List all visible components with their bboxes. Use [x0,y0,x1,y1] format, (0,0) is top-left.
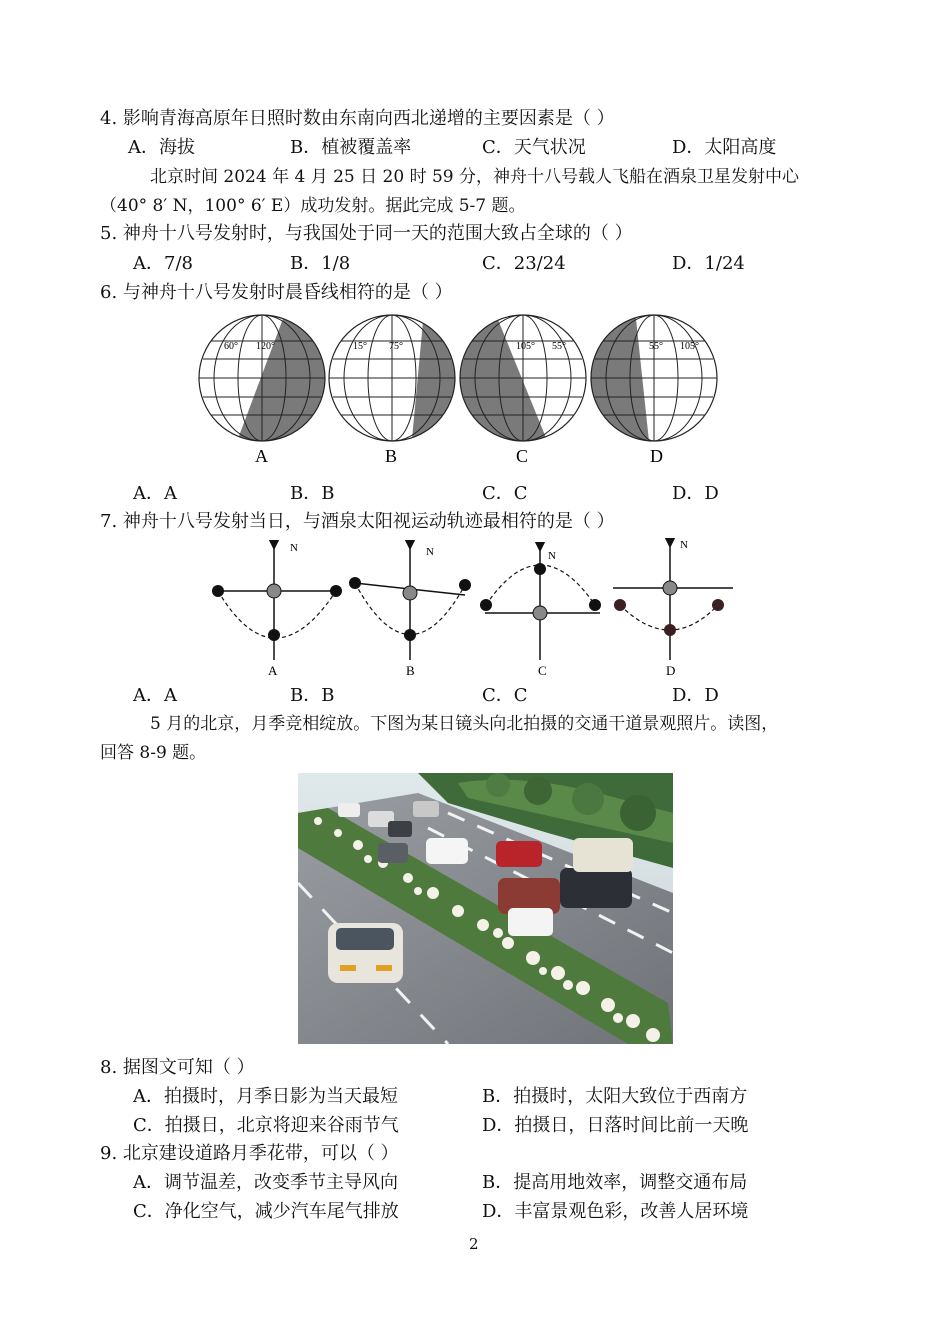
sun-path-d [613,539,733,678]
q7-option-b: B．B [290,685,335,706]
q6-option-b: B．B [290,483,335,504]
page-number: 2 [469,1235,479,1253]
globe-d-lon-left: 55° [649,341,663,352]
q5-option-a: A．7/8 [133,253,193,274]
q4-option-a: A．海拔 [128,137,195,158]
q9-option-d: D．丰富景观色彩，改善人居环境 [482,1201,749,1222]
q9-option-a: A．调节温差，改变季节主导风向 [133,1172,398,1193]
q5-stem: 5. 神舟十八号发射时，与我国处于同一天的范围大致占全球的（ ） [100,223,633,244]
globe-d-label: D [650,446,663,466]
q9-option-c: C．净化空气，减少汽车尾气排放 [133,1201,399,1222]
globe-a-lon-left: 60° [224,341,238,352]
q8-option-b: B．拍摄时，太阳大致位于西南方 [482,1086,748,1107]
sun-path-c-label: C [538,663,547,678]
q4-option-b: B．植被覆盖率 [290,137,412,158]
globe-a [190,310,390,466]
globe-c-lon-right: 55° [552,341,566,352]
globe-b-lon-right: 75° [389,341,403,352]
intro-8-9-line1: 5 月的北京，月季竞相绽放。下图为某日镜头向北拍摄的交通干道景观照片。读图， [150,714,779,734]
intro-8-9-line2: 回答 8-9 题。 [100,743,207,763]
q8-option-a: A．拍摄时，月季日影为当天最短 [133,1086,398,1107]
q6-option-a: A．A [133,483,177,504]
north-label-c: N [548,550,556,562]
globe-d [570,310,730,466]
sun-path-a [212,542,342,678]
q5-option-c: C．23/24 [482,253,566,274]
north-label-a: N [290,542,298,554]
sun-path-c [480,547,601,678]
q7-sun-path-figure [200,535,750,680]
q8-option-d: D．拍摄日，日落时间比前一天晚 [482,1115,749,1136]
q4-option-d: D．太阳高度 [672,137,777,158]
q7-option-d: D．D [672,685,719,706]
globe-c-label: C [516,446,529,466]
globe-a-label: A [255,446,268,466]
globe-a-lon-right: 120° [256,341,275,352]
road-photo [298,773,673,1044]
q4-stem: 4. 影响青海高原年日照时数由东南向西北递增的主要因素是（ ） [100,108,615,129]
q4-option-c: C．天气状况 [482,137,586,158]
sun-path-a-label: A [268,663,278,678]
q7-option-a: A．A [133,685,177,706]
globe-c-lon-left: 105° [516,341,535,352]
q9-option-b: B．提高用地效率，调整交通布局 [482,1172,748,1193]
globe-b-lon-left: 15° [353,341,367,352]
q5-option-b: B．1/8 [290,253,351,274]
q6-option-d: D．D [672,483,719,504]
q6-stem: 6. 与神舟十八号发射时晨昏线相符的是（ ） [100,282,453,303]
intro-5-7-line1: 北京时间 2024 年 4 月 25 日 20 时 59 分，神舟十八号载人飞船在酒泉卫星发射中心 [150,167,800,187]
sun-path-b [349,545,471,678]
sun-path-b-label: B [406,663,415,678]
q6-globes-figure [190,310,730,470]
q8-stem: 8. 据图文可知（ ） [100,1057,255,1078]
q5-option-d: D．1/24 [672,253,745,274]
q8-option-c: C．拍摄日，北京将迎来谷雨节气 [133,1115,399,1136]
q7-stem: 7. 神舟十八号发射当日，与酒泉太阳视运动轨迹最相符的是（ ） [100,511,615,532]
q9-stem: 9. 北京建设道路月季花带，可以（ ） [100,1143,399,1164]
globe-c-night-shade [440,310,555,460]
intro-5-7-line2: （40° 8′ N，100° 6′ E）成功发射。据此完成 5-7 题。 [100,196,526,216]
sun-path-d-label: D [666,663,676,678]
q6-option-c: C．C [482,483,528,504]
globe-b-label: B [385,446,398,466]
q7-option-c: C．C [482,685,528,706]
north-label-b: N [426,546,434,558]
globe-d-lon-right: 105° [680,341,699,352]
north-label-d: N [680,539,688,551]
